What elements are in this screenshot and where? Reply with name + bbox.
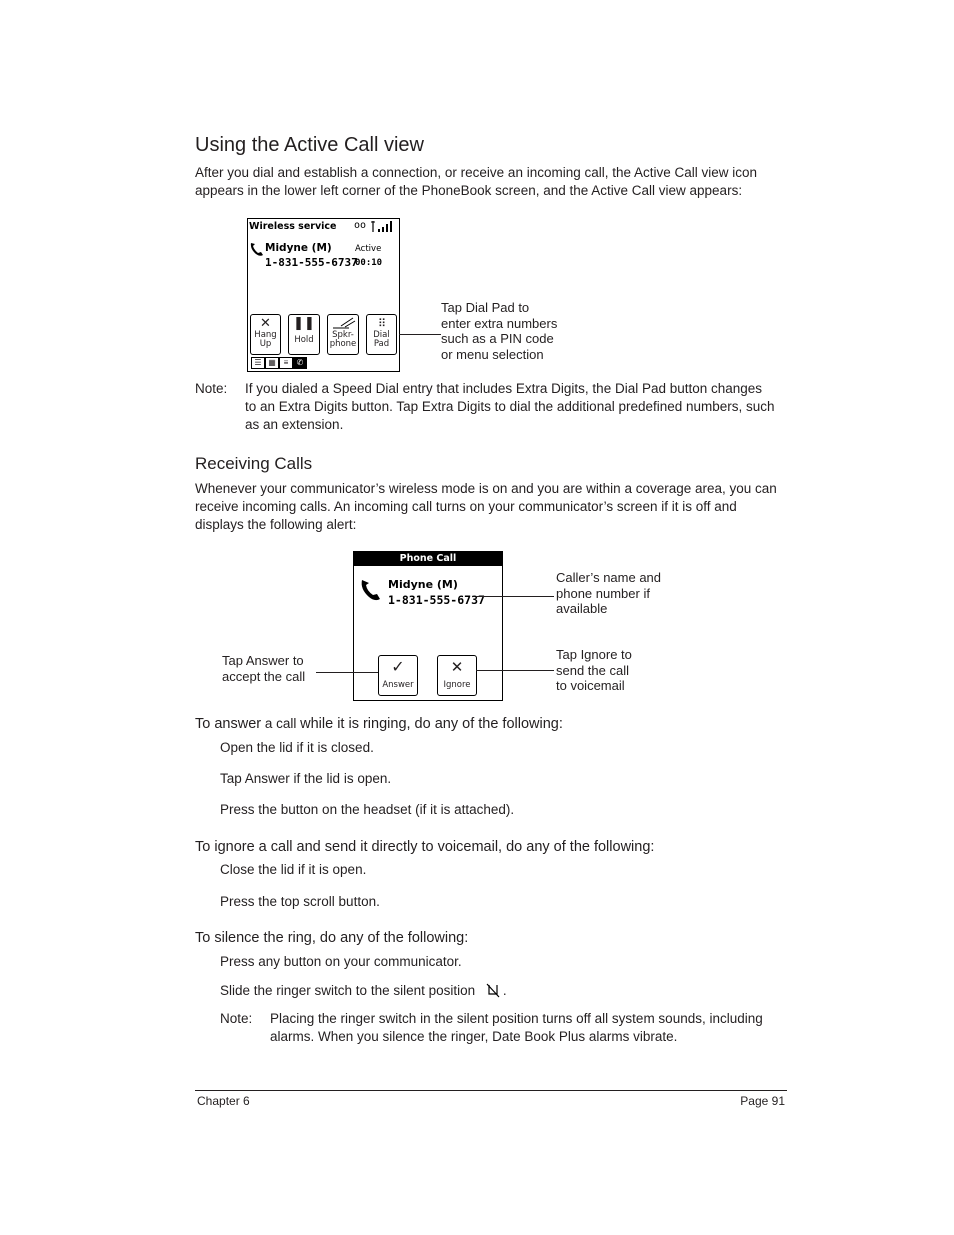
caller-callout-line: Caller’s name and bbox=[556, 570, 662, 585]
view-tabs bbox=[251, 357, 307, 369]
speed-dial-view-icon[interactable]: ≡ bbox=[279, 357, 293, 369]
caller-callout-line: phone number if bbox=[556, 585, 650, 601]
list-item: Close the lid if it is open. bbox=[220, 862, 367, 877]
hang-up-button[interactable] bbox=[250, 314, 281, 355]
ignore-callout-line: send the call bbox=[556, 662, 629, 678]
list-item: Press the button on the headset (if it is attached). bbox=[220, 802, 515, 817]
dial-pad-view-icon[interactable]: ▦ bbox=[265, 357, 279, 369]
x-icon: ✕ bbox=[450, 658, 464, 676]
note-line: Placing the ringer switch in the silent position turns off all system sounds, including bbox=[270, 1011, 763, 1026]
section-title: Using the Active Call view bbox=[195, 134, 424, 156]
pause-icon: ❚❚ bbox=[293, 316, 315, 331]
answer-leader bbox=[316, 672, 378, 673]
silence-item-end: . bbox=[502, 983, 507, 998]
call-state: Active bbox=[355, 244, 382, 254]
note-line: If you dialed a Speed Dial entry that includes Extra Digits, the Dial Pad button changes bbox=[245, 381, 763, 396]
dial-pad-button[interactable] bbox=[366, 314, 397, 355]
note-line: alarms. When you silence the ringer, Date Book Plus alarms vibrate. bbox=[270, 1029, 678, 1044]
speakerphone-label-1: Spkr- bbox=[332, 330, 354, 340]
caller-leader bbox=[476, 596, 554, 597]
receiving-line: displays the following alert: bbox=[195, 517, 357, 532]
dial-pad-label-2: Pad bbox=[373, 339, 390, 349]
list-view-icon[interactable]: ☰ bbox=[251, 357, 265, 369]
list-item: Press any button on your communicator. bbox=[220, 954, 462, 969]
checkmark-icon: ✓ bbox=[391, 657, 405, 676]
note-label: Note: bbox=[195, 381, 228, 396]
intro-line-2: appears in the lower left corner of the PhoneBook screen, and the Active Call view appears: bbox=[195, 183, 743, 198]
hang-up-label-2: Up bbox=[259, 339, 272, 349]
dial-pad-callout-line: Tap Dial Pad to bbox=[441, 300, 530, 315]
answer-button[interactable] bbox=[378, 655, 418, 696]
answer-lead-c: while it is ringing, do any of the following: bbox=[300, 716, 563, 732]
active-call-view-icon[interactable]: ✆ bbox=[293, 357, 307, 369]
caller-number: 1-831-555-6737 bbox=[265, 256, 358, 269]
intro-line-1: After you dial and establish a connection, or receive an incoming call, the Active Call view icon bbox=[195, 165, 758, 180]
caller-callout-line: available bbox=[556, 601, 608, 616]
note-body bbox=[270, 1010, 763, 1046]
list-item: Press the top scroll button. bbox=[220, 894, 380, 909]
voicemail-icon: oo bbox=[354, 220, 367, 231]
dial-pad-leader bbox=[399, 334, 441, 335]
ignore-leader bbox=[476, 670, 554, 671]
receiving-line: Whenever your communicator’s wireless mode is on and you are within a coverage area, you can bbox=[195, 481, 777, 496]
ignore-callout-line: to voicemail bbox=[556, 678, 625, 693]
ignore-callout-line: Tap Ignore to bbox=[556, 647, 632, 662]
answer-label: Answer bbox=[382, 680, 414, 690]
dial-pad-label-1: Dial bbox=[373, 330, 390, 340]
list-item: Open the lid if it is closed. bbox=[220, 740, 374, 755]
caller-callout bbox=[556, 570, 661, 617]
alert-caller-number: 1-831-555-6737 bbox=[388, 593, 485, 607]
note-label: Note: bbox=[220, 1011, 253, 1026]
answer-lead-a: To answer bbox=[195, 716, 262, 732]
speaker-icon bbox=[329, 315, 357, 331]
dial-pad-callout bbox=[441, 300, 557, 362]
keypad-icon: ⠿ bbox=[377, 317, 386, 330]
ignore-lead: To ignore a call and send it directly to voicemail, do any of the following: bbox=[195, 839, 655, 855]
dial-pad-callout-line: or menu selection bbox=[441, 346, 544, 362]
call-timer: 00:10 bbox=[355, 258, 383, 268]
phone-call-alert bbox=[353, 551, 503, 701]
alert-caller-name: Midyne (M) bbox=[388, 578, 458, 591]
answer-callout bbox=[222, 653, 305, 684]
active-call-screen bbox=[247, 218, 400, 372]
answer-callout-line: Tap Answer to bbox=[222, 653, 304, 668]
hold-label: Hold bbox=[294, 335, 314, 345]
phone-handset-icon bbox=[249, 241, 265, 257]
receiving-line: receive incoming calls. An incoming call turns on your communicator’s screen if it is off and bbox=[195, 499, 737, 514]
phone-handset-icon bbox=[359, 578, 383, 602]
silence-lead: To silence the ring, do any of the following: bbox=[195, 930, 469, 946]
dial-pad-callout-line: enter extra numbers bbox=[441, 315, 558, 331]
note-line: to an Extra Digits button. Tap Extra Digits to dial the additional predefined numbers, such bbox=[245, 399, 775, 414]
silent-ringer-icon bbox=[485, 982, 501, 998]
speakerphone-button[interactable] bbox=[327, 314, 359, 355]
x-icon: ✕ bbox=[260, 316, 271, 331]
ignore-label: Ignore bbox=[443, 680, 471, 690]
ignore-callout bbox=[556, 647, 632, 694]
dial-pad-callout-line: such as a PIN code bbox=[441, 331, 554, 346]
footer-chapter: Chapter 6 bbox=[197, 1094, 250, 1108]
note-line: as an extension. bbox=[245, 417, 344, 432]
answer-lead-b: a call bbox=[261, 716, 301, 731]
answer-lead bbox=[195, 716, 563, 732]
hold-button[interactable] bbox=[288, 314, 320, 355]
caller-name: Midyne (M) bbox=[265, 242, 332, 254]
note-body bbox=[245, 380, 775, 434]
signal-strength-icon bbox=[371, 221, 397, 233]
list-item bbox=[220, 982, 507, 998]
answer-callout-line: accept the call bbox=[222, 668, 306, 684]
ignore-button[interactable] bbox=[437, 655, 477, 696]
footer-rule bbox=[195, 1090, 787, 1091]
receiving-calls-heading: Receiving Calls bbox=[195, 454, 313, 473]
wireless-status: Wireless service bbox=[249, 221, 337, 232]
hang-up-label-1: Hang bbox=[254, 330, 277, 340]
list-item: Tap Answer if the lid is open. bbox=[220, 771, 392, 786]
receiving-body bbox=[195, 480, 777, 534]
speakerphone-label-2: phone bbox=[329, 339, 357, 349]
alert-title: Phone Call bbox=[354, 552, 502, 566]
silence-item-text: Slide the ringer switch to the silent position bbox=[220, 983, 476, 998]
footer-page: Page 91 bbox=[740, 1094, 785, 1108]
